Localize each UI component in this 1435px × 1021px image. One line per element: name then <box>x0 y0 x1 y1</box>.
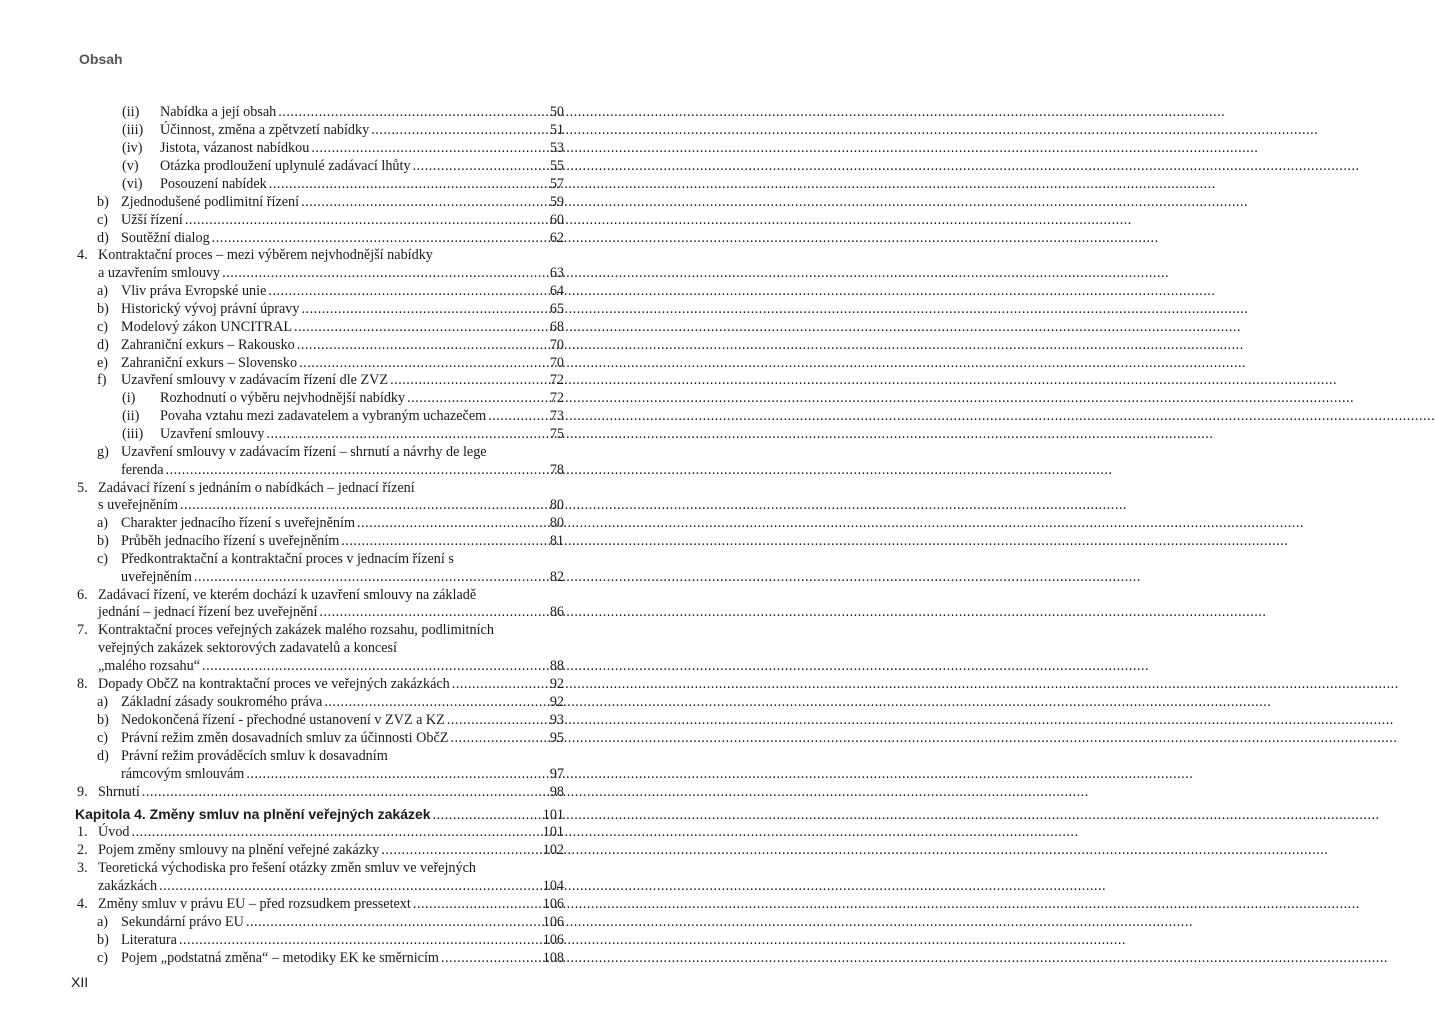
toc-entry-page: 106 <box>542 914 564 930</box>
toc-entry-title: Soutěžní dialog <box>121 230 210 246</box>
toc-entry <box>0 230 600 247</box>
toc-entry-title: Uzavření smlouvy v zadávacím řízení – shrnutí a návrhy de lege <box>121 444 487 460</box>
toc-entry-page: 63 <box>549 265 564 281</box>
dot-leader <box>142 784 544 801</box>
toc-entry <box>0 515 600 532</box>
toc-entry-page: 106 <box>542 896 564 912</box>
toc-entry <box>0 622 600 639</box>
toc-entry-title: Pojem změny smlouvy na plnění veřejné zakázky <box>98 842 380 858</box>
toc-entry-title: Kapitola 4. Změny smluv na plnění veřejných zakázek <box>75 806 431 822</box>
toc-entry-title: Právní režim prováděcích smluv k dosavadním <box>121 748 388 764</box>
dot-leader <box>447 712 544 729</box>
toc-entry-title: uveřejněním <box>121 569 192 585</box>
toc-entry-title: Charakter jednacího řízení s uveřejněním <box>121 515 355 531</box>
toc-entry <box>0 247 600 264</box>
toc-entry-title: jednání – jednací řízení bez uveřejnění <box>98 604 318 620</box>
dot-leader <box>294 319 544 336</box>
toc-entry-title: Sekundární právo EU <box>121 914 244 930</box>
toc-entry-number: d) <box>97 337 109 353</box>
toc-entry-title: Modelový zákon UNCITRAL <box>121 319 293 335</box>
toc-entry <box>0 337 600 354</box>
toc-entry-number: (iii) <box>122 426 144 442</box>
toc-entry-page: 86 <box>549 604 564 620</box>
toc-entry-page: 59 <box>549 194 564 210</box>
toc-entry-page: 68 <box>549 319 564 335</box>
dot-leader <box>179 932 541 949</box>
toc-entry-page: 60 <box>549 212 564 228</box>
dot-leader <box>132 824 541 841</box>
dot-leader <box>381 842 540 859</box>
toc-entry-page: 104 <box>542 878 564 894</box>
toc-entry-title: Shrnutí <box>98 784 140 800</box>
toc-entry-title: Literatura <box>121 932 177 948</box>
dot-leader <box>413 158 544 175</box>
toc-entry-title: Úvod <box>98 824 130 840</box>
toc-entry <box>0 604 600 621</box>
toc-entry-page: 50 <box>549 104 564 120</box>
toc-entry <box>0 878 600 895</box>
toc-entry-page: 51 <box>549 122 564 138</box>
toc-entry <box>0 122 600 139</box>
dot-leader <box>297 337 544 354</box>
toc-entry <box>0 914 600 931</box>
toc-entry-number: 6. <box>77 587 88 603</box>
toc-entry <box>0 658 600 675</box>
toc-entry-page: 75 <box>549 426 564 442</box>
toc-entry <box>0 462 600 479</box>
toc-entry <box>0 824 600 841</box>
dot-leader <box>180 497 544 514</box>
toc-entry <box>0 587 600 604</box>
toc-entry-number: c) <box>97 730 109 746</box>
dot-leader <box>202 658 544 675</box>
toc-entry-title: Zahraniční exkurs – Slovensko <box>121 355 298 371</box>
toc-entry-title: s uveřejněním <box>98 497 178 513</box>
toc-entry <box>0 860 600 877</box>
dot-leader <box>222 265 544 282</box>
toc-entry <box>0 283 600 300</box>
toc-entry-page: 80 <box>549 497 564 513</box>
toc-entry-number: 2. <box>77 842 88 858</box>
toc-entry-page: 70 <box>549 337 564 353</box>
toc-entry-title: Dopady ObčZ na kontraktační proces ve veřejných zakázkách <box>98 676 450 692</box>
toc-entry-page: 80 <box>549 515 564 531</box>
dot-leader <box>311 140 544 157</box>
toc-entry-title: Rozhodnutí o výběru nejvhodnější nabídky <box>160 390 406 406</box>
toc-entry-title: Povaha vztahu mezi zadavatelem a vybraným uchazečem <box>160 408 487 424</box>
toc-entry-title: ferenda <box>121 462 164 478</box>
toc-entry <box>0 497 600 514</box>
toc-entry-title: Kontraktační proces – mezi výběrem nejvhodnější nabídky <box>98 247 433 263</box>
toc-entry-page: 92 <box>549 694 564 710</box>
toc-entry-page: 57 <box>549 176 564 192</box>
toc-entry <box>0 569 600 586</box>
dot-leader <box>194 569 544 586</box>
toc-entry-page: 78 <box>549 462 564 478</box>
toc-entry-title: „malého rozsahu“ <box>98 658 201 674</box>
dot-leader <box>357 515 544 532</box>
toc-entry-title: Zjednodušené podlimitní řízení <box>121 194 300 210</box>
dot-leader <box>166 462 544 479</box>
toc-entry-title: Účinnost, změna a zpětvzetí nabídky <box>160 122 370 138</box>
toc-entry-title: Kontraktační proces veřejných zakázek malého rozsahu, podlimitních <box>98 622 494 638</box>
dot-leader <box>246 914 541 931</box>
toc-entry-number: d) <box>97 230 109 246</box>
toc-entry-title: Zahraniční exkurs – Rakousko <box>121 337 295 353</box>
chapter-heading <box>0 806 600 823</box>
toc-entry <box>0 480 600 497</box>
dot-leader <box>246 766 544 783</box>
toc-entry <box>0 748 600 765</box>
dot-leader <box>413 896 541 913</box>
toc-entry-page: 65 <box>549 301 564 317</box>
toc-entry-page: 72 <box>549 390 564 406</box>
toc-entry-number: (v) <box>122 158 139 174</box>
toc-entry-number: (iii) <box>122 122 144 138</box>
toc-entry-title: Předkontraktační a kontraktační proces v jednacím řízení s <box>121 551 454 567</box>
toc-entry <box>0 212 600 229</box>
toc-entry-title: Posouzení nabídek <box>160 176 267 192</box>
toc-entry-title: veřejných zakázek sektorových zadavatelů a koncesí <box>98 640 397 656</box>
toc-entry-title: rámcovým smlouvám <box>121 766 245 782</box>
toc-entry <box>0 694 600 711</box>
toc-entry <box>0 176 600 193</box>
toc-entry <box>0 104 600 121</box>
page-number: XII <box>71 974 89 990</box>
toc-entry <box>0 730 600 747</box>
toc-entry-page: 70 <box>549 355 564 371</box>
toc-entry-title: Užší řízení <box>121 212 183 228</box>
toc-entry-number: b) <box>97 533 109 549</box>
toc-entry <box>0 140 600 157</box>
toc-entry <box>0 533 600 550</box>
toc-entry <box>0 932 600 949</box>
toc-entry-number: c) <box>97 319 109 335</box>
toc-entry-title: Základní zásady soukromého práva <box>121 694 323 710</box>
dot-leader <box>452 676 544 693</box>
dot-leader <box>301 194 544 211</box>
dot-leader <box>407 390 544 407</box>
dot-leader <box>371 122 544 139</box>
toc-entry <box>0 319 600 336</box>
running-head: Obsah <box>79 51 123 67</box>
toc-entry-title: zakázkách <box>98 878 158 894</box>
toc-entry-page: 101 <box>542 807 564 823</box>
toc-entry-title: Nedokončená řízení - přechodné ustanovení v ZVZ a KZ <box>121 712 445 728</box>
toc-entry-page: 95 <box>549 730 564 746</box>
toc-entry-number: (i) <box>122 390 136 406</box>
toc-entry-number: g) <box>97 444 109 460</box>
toc-entry <box>0 896 600 913</box>
toc-entry-number: (vi) <box>122 176 143 192</box>
toc-entry-number: 4. <box>77 247 88 263</box>
toc-entry-number: d) <box>97 748 109 764</box>
toc-entry-number: a) <box>97 694 109 710</box>
toc-entry-page: 64 <box>549 283 564 299</box>
toc-entry-number: 4. <box>77 896 88 912</box>
toc-entry-title: Uzavření smlouvy <box>160 426 265 442</box>
dot-leader <box>212 230 544 247</box>
toc-entry-title: Teoretická východiska pro řešení otázky změn smluv ve veřejných <box>98 860 476 876</box>
toc-entry-number: 5. <box>77 480 88 496</box>
toc-entry-number: (iv) <box>122 140 143 156</box>
toc-entry <box>0 444 600 461</box>
dot-leader <box>441 950 541 967</box>
dot-leader <box>450 730 544 747</box>
toc-entry <box>0 301 600 318</box>
toc-entry-page: 98 <box>549 784 564 800</box>
toc-entry-title: Vliv práva Evropské unie <box>121 283 267 299</box>
toc-entry <box>0 355 600 372</box>
toc-entry-number: e) <box>97 355 109 371</box>
toc-entry-page: 102 <box>542 842 564 858</box>
toc-entry <box>0 766 600 783</box>
toc-entry-number: a) <box>97 515 109 531</box>
toc-entry-number: b) <box>97 194 109 210</box>
toc-entry-number: 3. <box>77 860 88 876</box>
dot-leader <box>266 426 544 443</box>
toc-entry-page: 81 <box>549 533 564 549</box>
dot-leader <box>278 104 544 121</box>
toc-entry-title: Zadávací řízení s jednáním o nabídkách – jednací řízení <box>98 480 415 496</box>
toc-entry-page: 108 <box>542 950 564 966</box>
toc-entry <box>0 842 600 859</box>
dot-leader <box>268 283 544 300</box>
toc-entry-number: 1. <box>77 824 88 840</box>
dot-leader <box>324 694 544 711</box>
toc-entry <box>0 158 600 175</box>
dot-leader <box>159 878 541 895</box>
toc-entry <box>0 408 600 425</box>
toc-entry-number: b) <box>97 712 109 728</box>
toc-entry-number: f) <box>97 372 107 388</box>
toc-entry <box>0 426 600 443</box>
toc-entry-number: c) <box>97 551 109 567</box>
toc-entry <box>0 265 600 282</box>
toc-entry-page: 92 <box>549 676 564 692</box>
toc-entry-number: a) <box>97 283 109 299</box>
toc-entry-page: 88 <box>549 658 564 674</box>
toc-entry-page: 106 <box>542 932 564 948</box>
toc-entry <box>0 712 600 729</box>
toc-entry <box>0 551 600 568</box>
toc-entry-title: Zadávací řízení, ve kterém dochází k uzavření smlouvy na základě <box>98 587 477 603</box>
toc-entry-page: 97 <box>549 766 564 782</box>
dot-leader <box>488 408 544 425</box>
toc-entry-number: c) <box>97 950 109 966</box>
toc-entry-title: Průběh jednacího řízení s uveřejněním <box>121 533 340 549</box>
toc-entry-title: Pojem „podstatná změna“ – metodiky EK ke směrnicím <box>121 950 439 966</box>
toc-entry <box>0 640 600 657</box>
dot-leader <box>433 807 541 824</box>
toc-entry-page: 55 <box>549 158 564 174</box>
toc-entry-title: Změny smluv v právu EU – před rozsudkem pressetext <box>98 896 411 912</box>
toc-entry <box>0 194 600 211</box>
dot-leader <box>269 176 544 193</box>
toc-entry <box>0 390 600 407</box>
toc-entry-number: 8. <box>77 676 88 692</box>
dot-leader <box>319 604 544 621</box>
toc-entry <box>0 784 600 801</box>
toc-entry-page: 73 <box>549 408 564 424</box>
dot-leader <box>299 355 544 372</box>
toc-page <box>0 0 600 1021</box>
toc-entry-title: Otázka prodloužení uplynulé zadávací lhůty <box>160 158 411 174</box>
toc-entry-title: Jistota, vázanost nabídkou <box>160 140 310 156</box>
dot-leader <box>390 372 544 389</box>
dot-leader <box>341 533 544 550</box>
toc-entry-number: a) <box>97 914 109 930</box>
toc-entry-number: b) <box>97 932 109 948</box>
toc-entry <box>0 950 600 967</box>
toc-entry-number: 7. <box>77 622 88 638</box>
toc-entry-number: (ii) <box>122 104 140 120</box>
toc-entry-title: Právní režim změn dosavadních smluv za účinnosti ObčZ <box>121 730 449 746</box>
toc-entry-number: b) <box>97 301 109 317</box>
toc-entry-number: 9. <box>77 784 88 800</box>
dot-leader <box>302 301 545 318</box>
dot-leader <box>185 212 544 229</box>
toc-entry-page: 53 <box>549 140 564 156</box>
toc-entry-title: Nabídka a její obsah <box>160 104 277 120</box>
toc-entry-number: (ii) <box>122 408 140 424</box>
toc-entry-page: 101 <box>542 824 564 840</box>
toc-entry <box>0 372 600 389</box>
toc-entry-title: a uzavřením smlouvy <box>98 265 221 281</box>
toc-entry-title: Uzavření smlouvy v zadávacím řízení dle ZVZ <box>121 372 389 388</box>
toc-entry <box>0 676 600 693</box>
toc-entry-number: c) <box>97 212 109 228</box>
toc-entry-page: 62 <box>549 230 564 246</box>
toc-entry-page: 93 <box>549 712 564 728</box>
toc-entry-page: 72 <box>549 372 564 388</box>
toc-entry-page: 82 <box>549 569 564 585</box>
toc-entry-title: Historický vývoj právní úpravy <box>121 301 300 317</box>
